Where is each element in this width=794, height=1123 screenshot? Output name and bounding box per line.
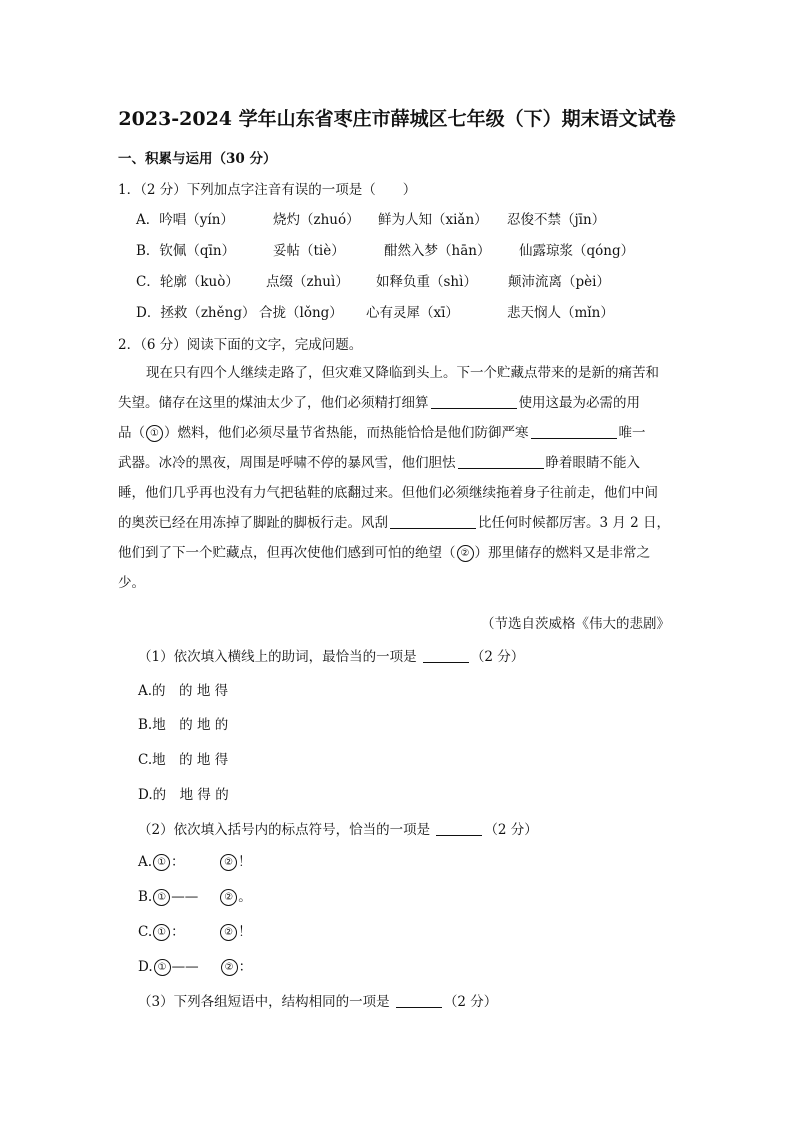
passage-text: 的奥茨已经在用冻掉了脚趾的脚板行走。风刮 [118, 515, 388, 531]
passage-line: 睡，他们几乎再也没有力气把毡鞋的底翻过来。但他们必须继续拖着身子往前走，他们中间 [118, 485, 658, 501]
passage-text: 比任何时候都厉害。3 月 2 日， [478, 515, 671, 531]
circled-number-1: ① [154, 959, 171, 976]
fill-blank-1 [431, 394, 517, 409]
option-d-1: D．拯救（zhěng） [136, 305, 256, 321]
punct-choice-a [138, 850, 252, 871]
circled-number-2: ② [221, 959, 238, 976]
subquestion-2 [138, 818, 538, 838]
question-1-stem: 1．（2 分）下列加点字注音有误的一项是（ ） [118, 182, 417, 198]
option-c-4: 颠沛流离（pèi） [508, 274, 610, 290]
punct-mark: ！ [238, 924, 252, 940]
reading-passage [118, 358, 678, 598]
passage-line [118, 388, 678, 418]
passage-text: 睁着眼睛不能入 [545, 455, 640, 471]
option-a-3: 鲜为人知（xiǎn） [378, 212, 488, 228]
passage-text: 唯一 [618, 425, 646, 441]
choice-label: C. [138, 924, 153, 940]
option-c-3: 如释负重（shì） [376, 274, 477, 290]
passage-text: 失望。储存在这里的煤油太少了，他们必须精打细算 [118, 395, 429, 411]
circled-number-2: ② [457, 545, 474, 562]
fill-blank-4 [390, 514, 476, 529]
choice-b: B.地 的 地 的 [138, 717, 229, 733]
subquestion-text: （3）下列各组短语中，结构相同的一项是 [138, 994, 390, 1010]
option-b-1: B．钦佩（qīn） [136, 243, 236, 259]
choice-c: C.地 的 地 得 [138, 752, 229, 768]
answer-blank [396, 995, 442, 1008]
choice-label: A. [138, 854, 153, 870]
passage-text: 武器。冰冷的黑夜，周围是呼啸不停的暴风雪，他们胆怯 [118, 455, 456, 471]
subquestion-3 [138, 990, 497, 1010]
option-c-2: 点缀（zhuì） [266, 274, 349, 290]
choice-label: D. [138, 959, 153, 975]
page-title: 2023-2024 学年山东省枣庄市薛城区七年级（下）期末语文试卷 [118, 108, 676, 130]
punct-choice-c [138, 920, 252, 941]
answer-blank [423, 650, 469, 663]
punct-mark: ！ [238, 854, 252, 870]
choice-label: B. [138, 889, 153, 905]
punct-mark: 。 [238, 889, 252, 905]
passage-text: 他们到了下一个贮藏点，但再次使他们感到可怕的绝望（ [118, 545, 456, 561]
circled-number-1: ① [146, 425, 163, 442]
circled-number-2: ② [220, 854, 237, 871]
punct-mark: ： [171, 854, 185, 870]
passage-line: 现在只有四个人继续走路了，但灾难又降临到头上。下一个贮藏点带来的是新的痛苦和 [146, 365, 659, 381]
passage-line [118, 418, 678, 448]
option-c-1: C．轮廓（kuò） [136, 274, 239, 290]
circled-number-1: ① [153, 889, 170, 906]
option-b-2: 妥帖（tiè） [273, 243, 345, 259]
passage-text: 品（ [118, 425, 145, 441]
passage-text: ）燃料，他们必须尽量节省热能，而热能恰恰是他们防御严寒 [164, 425, 529, 441]
passage-line [118, 448, 678, 478]
score-label: （2 分） [470, 649, 525, 665]
passage-line [118, 508, 678, 538]
score-label: （2 分） [484, 822, 538, 838]
circled-number-2: ② [220, 889, 237, 906]
score-label: （2 分） [443, 994, 498, 1010]
option-b-3: 酣然入梦（hān） [384, 243, 491, 259]
passage-text: 使用这最为必需的用 [518, 395, 640, 411]
question-2-stem: 2．（6 分）阅读下面的文字，完成问题。 [118, 337, 363, 353]
punct-mark: ： [238, 959, 253, 975]
punct-mark: ： [171, 924, 185, 940]
answer-blank [436, 823, 482, 836]
section-heading: 一、积累与运用（30 分） [118, 151, 277, 167]
fill-blank-2 [531, 424, 617, 439]
option-a-2: 烧灼（zhuó） [273, 212, 360, 228]
punct-mark: —— [171, 959, 199, 975]
subquestion-text: （2）依次填入括号内的标点符号，恰当的一项是 [138, 822, 431, 838]
circled-number-1: ① [153, 854, 170, 871]
choice-a: A.的 的 地 得 [138, 683, 229, 699]
fill-blank-3 [458, 454, 544, 469]
circled-number-1: ① [153, 924, 170, 941]
punct-mark: —— [171, 889, 199, 905]
option-d-4: 悲天悯人（mǐn） [507, 305, 614, 321]
passage-text: ）那里储存的燃料又是非常之 [474, 545, 650, 561]
punct-choice-b [138, 885, 252, 906]
passage-source: （节选自茨威格《伟大的悲剧》 [481, 616, 670, 632]
option-a-1: A．吟唱（yín） [136, 212, 234, 228]
punct-choice-d [138, 955, 252, 976]
option-d-2: 合拢（lǒng） [259, 305, 343, 321]
subquestion-text: （1）依次填入横线上的助词，最恰当的一项是 [138, 649, 417, 665]
subquestion-1 [138, 645, 524, 665]
circled-number-2: ② [220, 924, 237, 941]
option-b-4: 仙露琼浆（qóng） [519, 243, 635, 259]
option-a-4: 忍俊不禁（jīn） [507, 212, 606, 228]
passage-line: 少。 [118, 575, 145, 591]
passage-line [118, 538, 678, 568]
option-d-3: 心有灵犀（xī） [366, 305, 459, 321]
choice-d: D.的 地 得 的 [138, 787, 229, 803]
